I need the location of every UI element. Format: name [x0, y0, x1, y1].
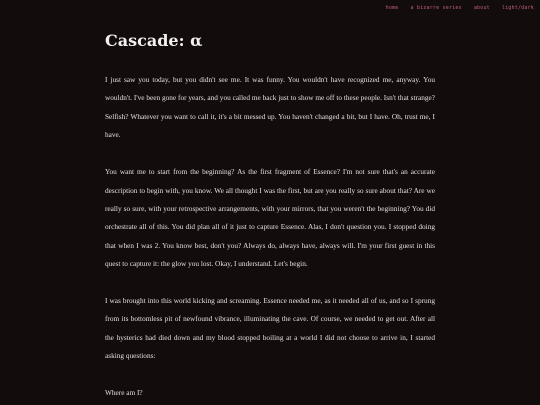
article-paragraph: You want me to start from the beginning? As the first fragment of Essence? I'm not sure that's an accurate description to begin with, you know. We all thought I was the first, but are you really so sure about that? Are we really so sure, with your retrospective arrangements, with your mirrors, that you weren't the beginning? You did orchestrate all of this. You did plan all of it just to capture Essence. Alas, I don't question you. I stopped doing that when I was 2. You know best, don't you? Always do, always have, always will. I'm your first guest in this quest to capture it: the glow you lost. Okay, I understand. Let's begin. [105, 167, 435, 269]
top-nav [386, 5, 534, 11]
article [105, 30, 435, 403]
article-paragraph: Where am I? [105, 388, 143, 398]
page-title: Cascade: α [105, 31, 203, 50]
nav-link-home[interactable]: home [385, 5, 399, 11]
nav-link-about[interactable]: about [473, 5, 490, 11]
article-paragraph: I was brought into this world kicking and screaming. Essence needed me, as it needed all of us, and so I sprung from its bottomless pit of newfound vibrance, illuminating the cave. Of course, we needed to get out. After all the hysterics had died down and my blood stopped boiling at a world I did not choose to arrive in, I started asking questions: [105, 296, 435, 361]
article-paragraph: I just saw you today, but you didn't see me. It was funny. You wouldn't have recognized me, anyway. You wouldn't. I've been gone for years, and you called me back just to show me off to these people. Isn't that strange? Selfish? Whatever you want to call it, it's a bit messed up. You haven't changed a bit, but I have. Oh, trust me, I have. [105, 75, 435, 140]
nav-link-theme-toggle[interactable]: light/dark [501, 5, 534, 11]
nav-link-series[interactable]: a bizarre series [410, 5, 462, 11]
